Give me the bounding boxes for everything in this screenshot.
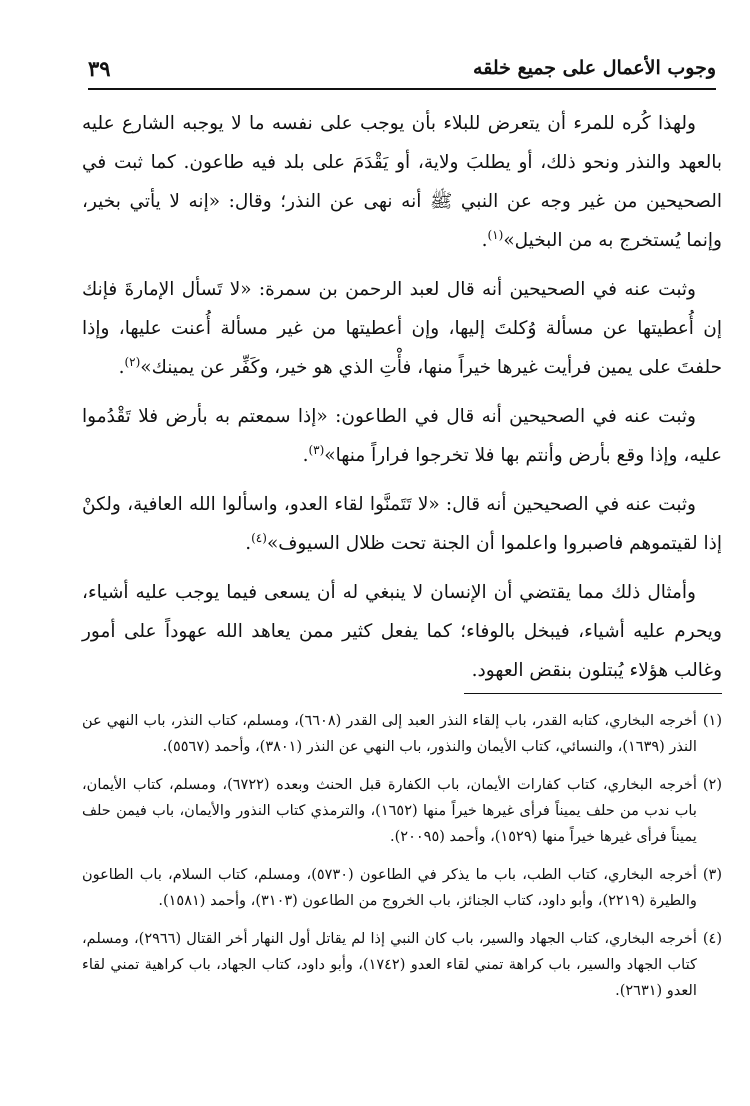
paragraph-text: وثبت عنه في الصحيحين أنه قال: «لا تَتَمنَّوا لقاء العدو، واسألوا الله العافية، ولكنْ إذا لقيتموهم فاصبروا واعلموا أن الجنة تحت ظلال السيوف»: [82, 494, 722, 554]
footnote-text: أخرجه البخاري، كتاب الطب، باب ما يذكر في الطاعون (٥٧٣٠)، ومسلم، كتاب السلام، باب الطاعون والطيرة (٢٢١٩)، وأبو داود، كتاب الجنائز، باب الخروج من الطاعون (٣١٠٣)، وأحمد (١٥٨١).: [82, 867, 697, 909]
paragraph-text: ولهذا كُره للمرء أن يتعرض للبلاء بأن يوجب على نفسه ما لا يوجبه الشارع عليه بالعهد والنذر ونحو ذلك، أو يطلبَ ولاية، أو يَقْدَمَ على بلد فيه طاعون. كما ثبت في الصحيحين من غير وجه عن النبي ﷺ أنه نهى عن النذر؛ وقال: «إنه لا يأتي بخير، وإنما يُستخرج به من البخيل»: [82, 113, 722, 251]
footnote: [82, 708, 722, 760]
paragraph-end: .: [245, 533, 252, 554]
paragraph-text: وثبت عنه في الصحيحين أنه قال في الطاعون: «إذا سمعتم به بأرض فلا تَقْدُموا عليه، وإذا وقع بأرض وأنتم بها فلا تخرجوا فراراً منها»: [82, 406, 722, 466]
footnote-number: (١): [702, 713, 722, 729]
footnote: [82, 926, 722, 1004]
footnote-ref: (٣): [308, 442, 325, 457]
paragraph-end: .: [118, 357, 125, 378]
paragraph: [82, 270, 722, 387]
footnote-text: أخرجه البخاري، كتاب كفارات الأيمان، باب الكفارة قبل الحنث وبعده (٦٧٢٢)، ومسلم، كتاب الأيمان، باب ندب من حلف يميناً فرأى غيرها خيراً منها (١٦٥٢)، والترمذي كتاب النذور والأيمان، باب فيمن حلف يميناً فرأى غيرها خيراً منها (١٥٢٩)، وأحمد (٢٠٠٩٥).: [82, 777, 697, 845]
paragraph-end: .: [481, 230, 488, 251]
paragraph-text: وأمثال ذلك مما يقتضي أن الإنسان لا ينبغي له أن يسعى فيما يوجب عليه أشياء، ويحرم عليه أشياء، فيبخل بالوفاء؛ كما يفعل كثير ممن يعاهد الله عهوداً على أمور وغالب هؤلاء يُبتلون بنقض العهود.: [82, 582, 722, 681]
paragraph: [82, 485, 722, 563]
running-title: وجوب الأعمال على جميع خلقه: [473, 57, 716, 79]
footnote-text: أخرجه البخاري، كتاب الجهاد والسير، باب كان النبي إذا لم يقاتل أول النهار أخر القتال (٢٩٦٦)، ومسلم، كتاب الجهاد والسير، باب كراهة تمني لقاء العدو (١٧٤٢)، وأبو داود، كتاب الجهاد، باب كراهية تمني لقاء العدو (٢٦٣١).: [82, 931, 697, 999]
page-number: ٣٩: [88, 55, 111, 81]
footnote: [82, 772, 722, 850]
footnote-text: أخرجه البخاري، كتابه القدر، باب إلقاء النذر العبد إلى القدر (٦٦٠٨)، ومسلم، كتاب النذر، باب النهي عن النذر (١٦٣٩)، والنسائي، كتاب الأيمان والنذور، باب النهي عن النذر (٣٨٠١)، وأحمد (٥٥٦٧).: [82, 713, 697, 755]
paragraph-text: وثبت عنه في الصحيحين أنه قال لعبد الرحمن بن سمرة: «لا تَسأل الإمارةَ فإنك إن أُعطيتها عن مسألة وُكلتَ إليها، وإن أعطيتها من غير مسألة أُعنت عليها، وإذا حلفتَ على يمين فرأيت غيرها خيراً منها، فأْتِ الذي هو خير، وكَفِّر عن يمينك»: [82, 279, 722, 378]
footnote-ref: (٢): [124, 354, 141, 369]
footnote-number: (٢): [702, 777, 722, 793]
footnote-number: (٣): [702, 867, 722, 883]
paragraph: [82, 104, 722, 260]
footnotes: [82, 708, 722, 1016]
footnote-number: (٤): [702, 931, 722, 947]
footnote-ref: (٤): [251, 530, 267, 545]
footnote: [82, 862, 722, 914]
paragraph: [82, 573, 722, 690]
page-header: [88, 48, 716, 90]
paragraph-end: .: [302, 445, 309, 466]
main-text: [82, 104, 722, 700]
footnote-ref: (١): [487, 227, 504, 242]
footnote-separator: [464, 693, 722, 694]
paragraph: [82, 397, 722, 475]
